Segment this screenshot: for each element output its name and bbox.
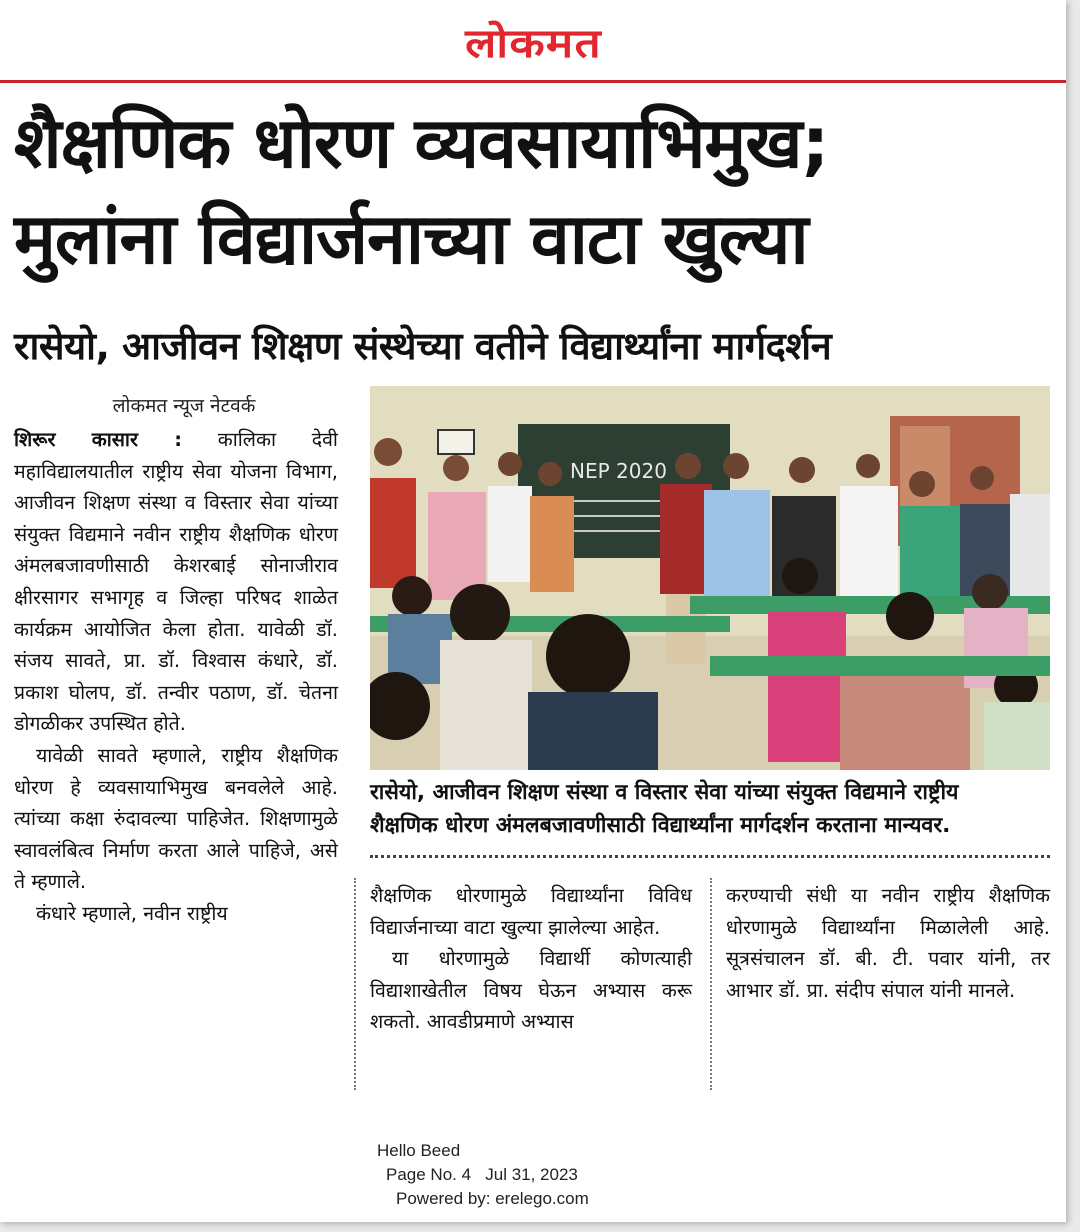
page-number: Page No. 4 — [386, 1165, 472, 1184]
headline-line-1: शैक्षणिक धोरण व्यवसायाभिमुख; — [14, 102, 829, 184]
subheadline: रासेयो, आजीवन शिक्षण संस्थेच्या वतीने विद्यार्थ्यांना मार्गदर्शन — [14, 324, 832, 368]
caption-line-1: रासेयो, आजीवन शिक्षण संस्था व विस्तार सेवा यांच्या संयुक्त विद्यमाने राष्ट्रीय — [370, 780, 959, 805]
page-info — [386, 1164, 578, 1186]
masthead-rule — [0, 80, 1066, 83]
paragraph: करण्याची संधी या नवीन राष्ट्रीय शैक्षणिक धोरणामुळे विद्यार्थ्यांना मिळालेली आहे. सूत्रसंचालन डॉ. बी. टी. पवार यांनी, तर आभार डॉ. प्रा. संदीप संपाल यांनी मानले. — [726, 884, 1050, 1002]
column-divider — [710, 878, 712, 1090]
powered-by: Powered by: erelego.com — [396, 1189, 589, 1208]
article-column-2 — [370, 880, 692, 1038]
paragraph-text: कालिका देवी महाविद्यालयातील राष्ट्रीय सेवा योजना विभाग, आजीवन शिक्षण संस्था व विस्तार सेवा यांच्या संयुक्त विद्यमाने नवीन राष्ट्रीय शैक्षणिक धोरण अंमलबजावणीसाठी केशरबाई सोनाजीराव क्षीरसागर सभागृह व जिल्हा परिषद शाळेत कार्यक्रम आयोजित केला होता. यावेळी डॉ. संजय सावते, प्रा. डॉ. विश्वास कंधारे, डॉ. प्रकाश घोलप, डॉ. तन्वीर पठाण, डॉ. चेतना डोगळीकर उपस्थित होते. — [14, 428, 338, 736]
masthead — [0, 6, 1066, 72]
dotted-divider — [370, 855, 1050, 858]
paragraph — [14, 424, 338, 740]
caption-line-2: शैक्षणिक धोरण अंमलबजावणीसाठी विद्यार्थ्यांना मार्गदर्शन करताना मान्यवर. — [370, 813, 951, 838]
byline: लोकमत न्यूज नेटवर्क — [112, 395, 256, 417]
headline — [14, 96, 1054, 288]
column-divider — [354, 878, 356, 1090]
article-column-1 — [14, 424, 338, 930]
photo-caption — [370, 776, 1050, 842]
publication-name: Hello Beed — [377, 1141, 461, 1160]
headline-line-2: मुलांना विद्यार्जनाच्या वाटा खुल्या — [14, 198, 808, 280]
classroom-photo-illustration — [370, 386, 1050, 770]
paragraph: यावेळी सावते म्हणाले, राष्ट्रीय शैक्षणिक धोरण हे व्यवसायाभिमुख बनवलेले आहे. त्यांच्या कक्षा रुंदावल्या पाहिजेत. शिक्षणामुळे स्वावलंबित्व निर्माण करता आले पाहिजे, असे ते म्हणाले. — [14, 743, 338, 894]
lokmat-logo: लोकमत — [464, 21, 602, 67]
publication-date: Jul 31, 2023 — [485, 1165, 578, 1184]
paragraph: शैक्षणिक धोरणामुळे विद्यार्थ्यांना विविध विद्यार्जनाच्या वाटा खुल्या झालेल्या आहेत. — [370, 884, 692, 939]
dateline: शिरूर कासार : — [14, 428, 183, 451]
event-photo — [370, 386, 1050, 770]
article-column-3 — [726, 880, 1050, 1006]
paragraph: कंधारे म्हणाले, नवीन राष्ट्रीय — [36, 901, 228, 925]
paragraph: या धोरणामुळे विद्यार्थी कोणत्याही विद्याशाखेतील विषय घेऊन अभ्यास करू शकतो. आवडीप्रमाणे अभ्यास — [370, 947, 692, 1034]
board-text: NEP 2020 — [570, 459, 667, 483]
